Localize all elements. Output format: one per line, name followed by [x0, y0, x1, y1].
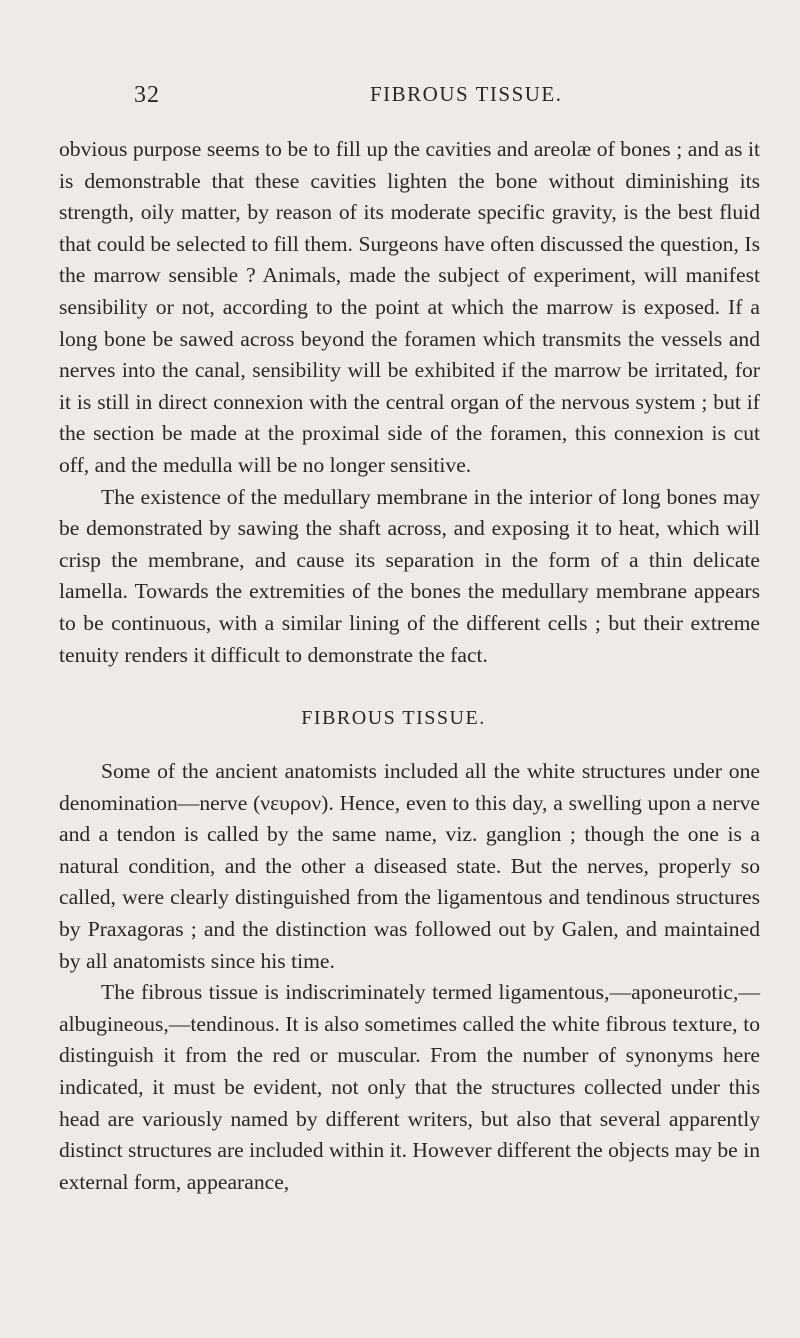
running-head-title: FIBROUS TISSUE.	[370, 82, 563, 106]
paragraph-ancient-anatomists: Some of the ancient anatomists included all the white structures under one denomination—nerve (νευρον). Hence, even to this day, a swelling upon a nerve and a tendon is called by the same name, viz. ganglion ; though the one is a natural condition, and the other a diseased state. But the nerves, properly so called, were clearly distinguished from the ligamentous and tendinous structures by Praxagoras ; and the distinction was followed out by Galen, and maintained by all anatomists since his time.	[59, 759, 760, 973]
paragraph-fibrous-tissue-terms: The fibrous tissue is indiscriminately termed ligamentous,—aponeurotic,—albugineous,—tendinous. It is also sometimes called the white fibrous texture, to distinguish it from the red or muscular. From the number of synonyms here indicated, it must be evident, not only that the structures collected under this head are variously named by different writers, but also that several apparently distinct structures are included within it. However different the objects may be in external form, appearance,	[59, 980, 760, 1194]
paragraph-medullary-membrane: The existence of the medullary membrane in the interior of long bones may be demonstrated by sawing the shaft across, and exposing it to heat, which will crisp the membrane, and cause its separation in the form of a thin delicate lamella. Towards the extremities of the bones the medullary membrane appears to be continuous, with a similar lining of the different cells ; but their extreme tenuity renders it difficult to demonstrate the fact.	[59, 484, 760, 667]
body-text-bottom	[59, 756, 760, 1198]
paragraph-continued: obvious purpose seems to be to fill up the cavities and areolæ of bones ; and as it is demonstrable that these cavities lighten the bone without diminishing its strength, oily matter, by reason of its moderate specific gravity, is the best fluid that could be selected to fill them. Surgeons have often discussed the question, Is the marrow sensible ? Animals, made the subject of experiment, will manifest sensibility or not, according to the point at which the marrow is exposed. If a long bone be sawed across beyond the foramen which transmits the vessels and nerves into the canal, sensibility will be exhibited if the marrow be irritated, for it is still in direct connexion with the central organ of the nervous system ; but if the section be made at the proximal side of the foramen, this connexion is cut off, and the medulla will be no longer sensitive.	[59, 137, 760, 477]
running-head	[59, 0, 760, 134]
page-number: 32	[134, 82, 160, 108]
body-text-top	[59, 134, 760, 671]
section-heading: FIBROUS TISSUE.	[301, 707, 486, 730]
